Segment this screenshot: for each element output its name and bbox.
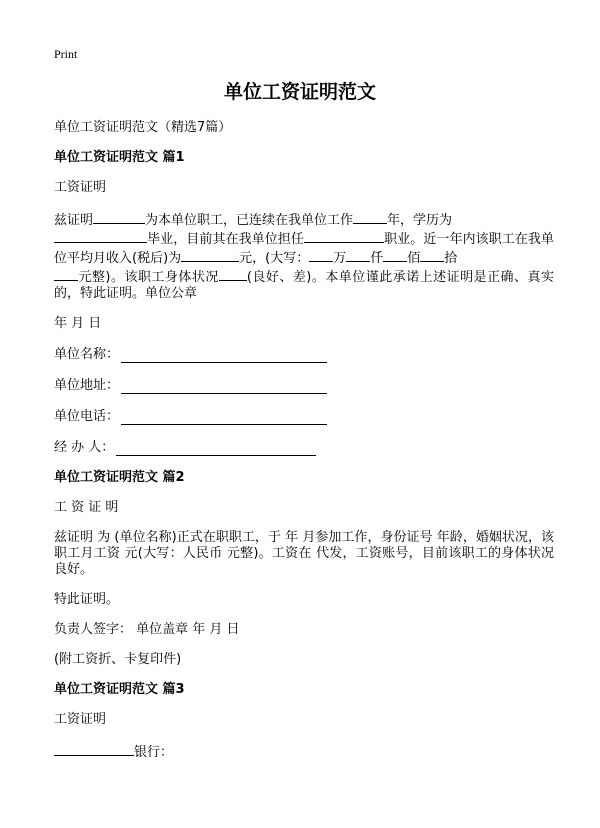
shi-blank [420,248,444,262]
section-1-body [54,210,554,302]
section-2-heading: 单位工资证明范文 篇2 [54,470,185,485]
field-underline [121,410,327,425]
field-company-phone [54,408,554,425]
section-2-subtitle: 工 资 证 明 [54,500,119,515]
body-text-segment: 仟 [370,251,384,266]
bank-label: 银行： [134,745,174,760]
section-1-subtitle: 工资证明 [54,180,107,195]
bank-blank [54,742,134,756]
body-text-segment: 为本单位职工，已连续在我单位工作 [145,213,354,228]
income-blank [181,248,239,262]
field-handler [54,439,554,456]
body-text-segment: 兹证明 [54,213,94,228]
wan-blank [309,248,333,262]
field-company-address [54,377,554,394]
section-3-subtitle: 工资证明 [54,712,107,727]
section-2-body: 兹证明 为 (单位名称)正式在职职工，于 年 月参加工作，身份证号 年龄，婚姻状况，该职工月工资 元(大写：人民币 元整)。工资在 代发，工资账号，目前该职工的身体状况良好。 [54,530,554,577]
field-label: 单位地址： [54,378,120,393]
body-text-segment: 拾 [444,251,458,266]
section-3-bank-line [54,742,554,761]
school-blank [54,229,147,243]
section-1-heading: 单位工资证明范文 篇1 [54,150,185,165]
body-text-segment: 毕业，目前其在我单位担任 [147,232,304,247]
body-text-segment: 万 [333,251,347,266]
body-text-segment: 职业。近一年内该职工在我单位平均月收入(税后)为 [54,232,554,266]
field-underline [116,441,316,456]
section-2-signature: 负责人签字： 单位盖章 年 月 日 [54,622,240,637]
section-2-attachment: (附工资折、卡复印件) [54,652,182,667]
body-text-segment: 元整)。该职工身体状况 [78,270,219,285]
field-label: 单位电话： [54,409,120,424]
document-title: 单位工资证明范文 [223,81,376,103]
field-label: 经 办 人： [54,440,115,455]
body-text-segment: 元，(大写： [239,251,310,266]
intro-text: 单位工资证明范文（精选7篇） [54,120,232,135]
field-underline [121,348,327,363]
name-blank [93,210,145,224]
section-1-date: 年 月 日 [54,316,102,331]
bai-blank [383,248,407,262]
document-body [54,120,554,775]
field-company-name [54,346,554,363]
body-text-segment: (良好、差)。本单位谨此承诺上述证明是正确、真实的，特此证明。单位公章 [54,270,554,301]
section-2-closing: 特此证明。 [54,592,120,607]
body-text-segment: 佰 [407,251,421,266]
section-3-heading: 单位工资证明范文 篇3 [54,682,185,697]
years-blank [353,210,387,224]
body-text-segment: 年，学历为 [387,213,453,228]
health-blank [219,267,247,281]
field-label: 单位名称： [54,347,120,362]
qian-blank [346,248,370,262]
print-link[interactable]: Print [54,47,78,61]
position-blank [304,229,384,243]
field-underline [121,379,327,394]
yuan-blank [54,267,78,281]
